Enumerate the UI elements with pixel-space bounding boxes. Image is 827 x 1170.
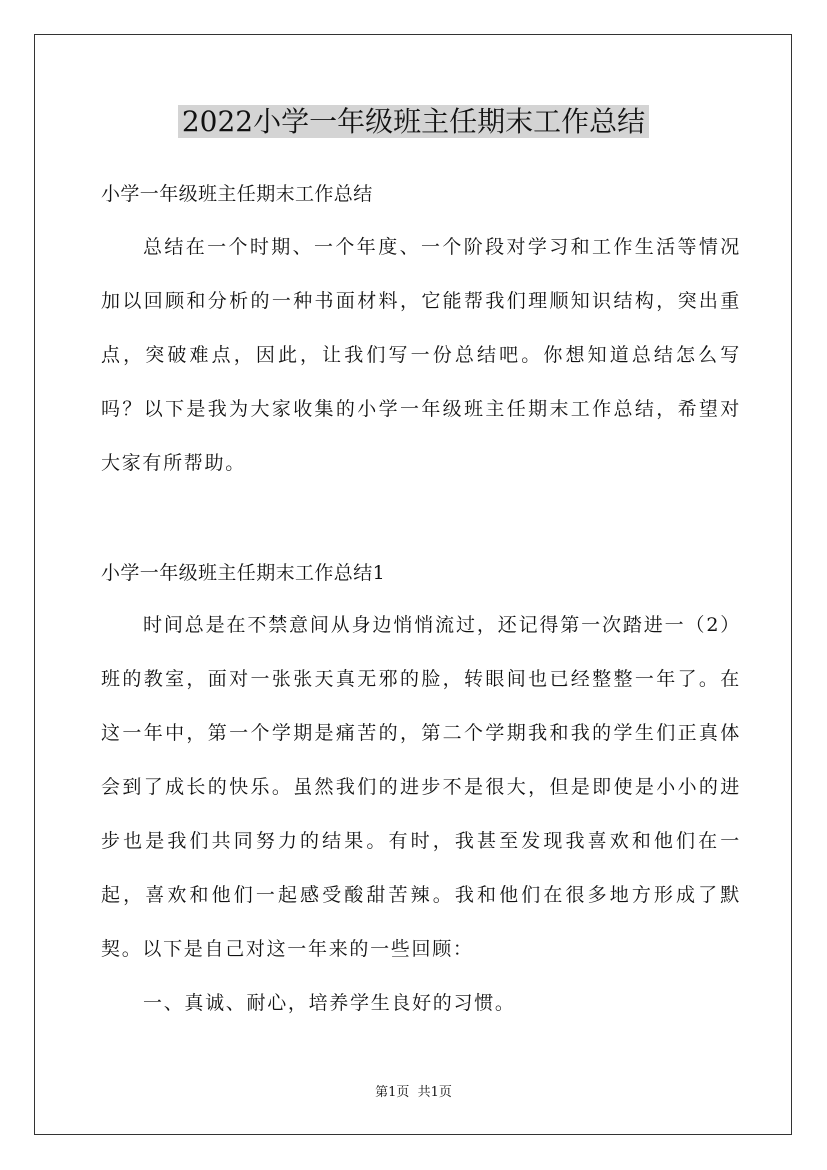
point-one-heading: 一、真诚、耐心，培养学生良好的习惯。 [143, 992, 516, 1014]
section-paragraph: 时间总是在不禁意间从身边悄悄流过，还记得第一次踏进一（2）班的教室，面对一张张天真无邪的脸，转眼间也已经整整一年了。在这一年中，第一个学期是痛苦的，第二个学期我和我的学生们正真体会到了成长的快乐。虽然我们的进步不是很大，但是即使是小小的进步也是我们共同努力的结果。有时，我甚至发现我喜欢和他们在一起，喜欢和他们一起感受酸甜苦辣。我和他们在很多地方形成了默契。以下是自己对这一年来的一些回顾： [101, 614, 741, 960]
document-title [0, 100, 827, 144]
document-title-text: 2022小学一年级班主任期末工作总结 [178, 105, 649, 138]
intro-subtitle: 小学一年级班主任期末工作总结 [101, 183, 373, 205]
section-heading: 小学一年级班主任期末工作总结1 [101, 562, 386, 584]
intro-paragraph: 总结在一个时期、一个年度、一个阶段对学习和工作生活等情况加以回顾和分析的一种书面材料，它能帮我们理顺知识结构，突出重点，突破难点，因此，让我们写一份总结吧。你想知道总结怎么写吗？以下是我为大家收集的小学一年级班主任期末工作总结，希望对大家有所帮助。 [101, 236, 741, 474]
page-number-footer: 第1页 共1页 [375, 1085, 452, 1100]
